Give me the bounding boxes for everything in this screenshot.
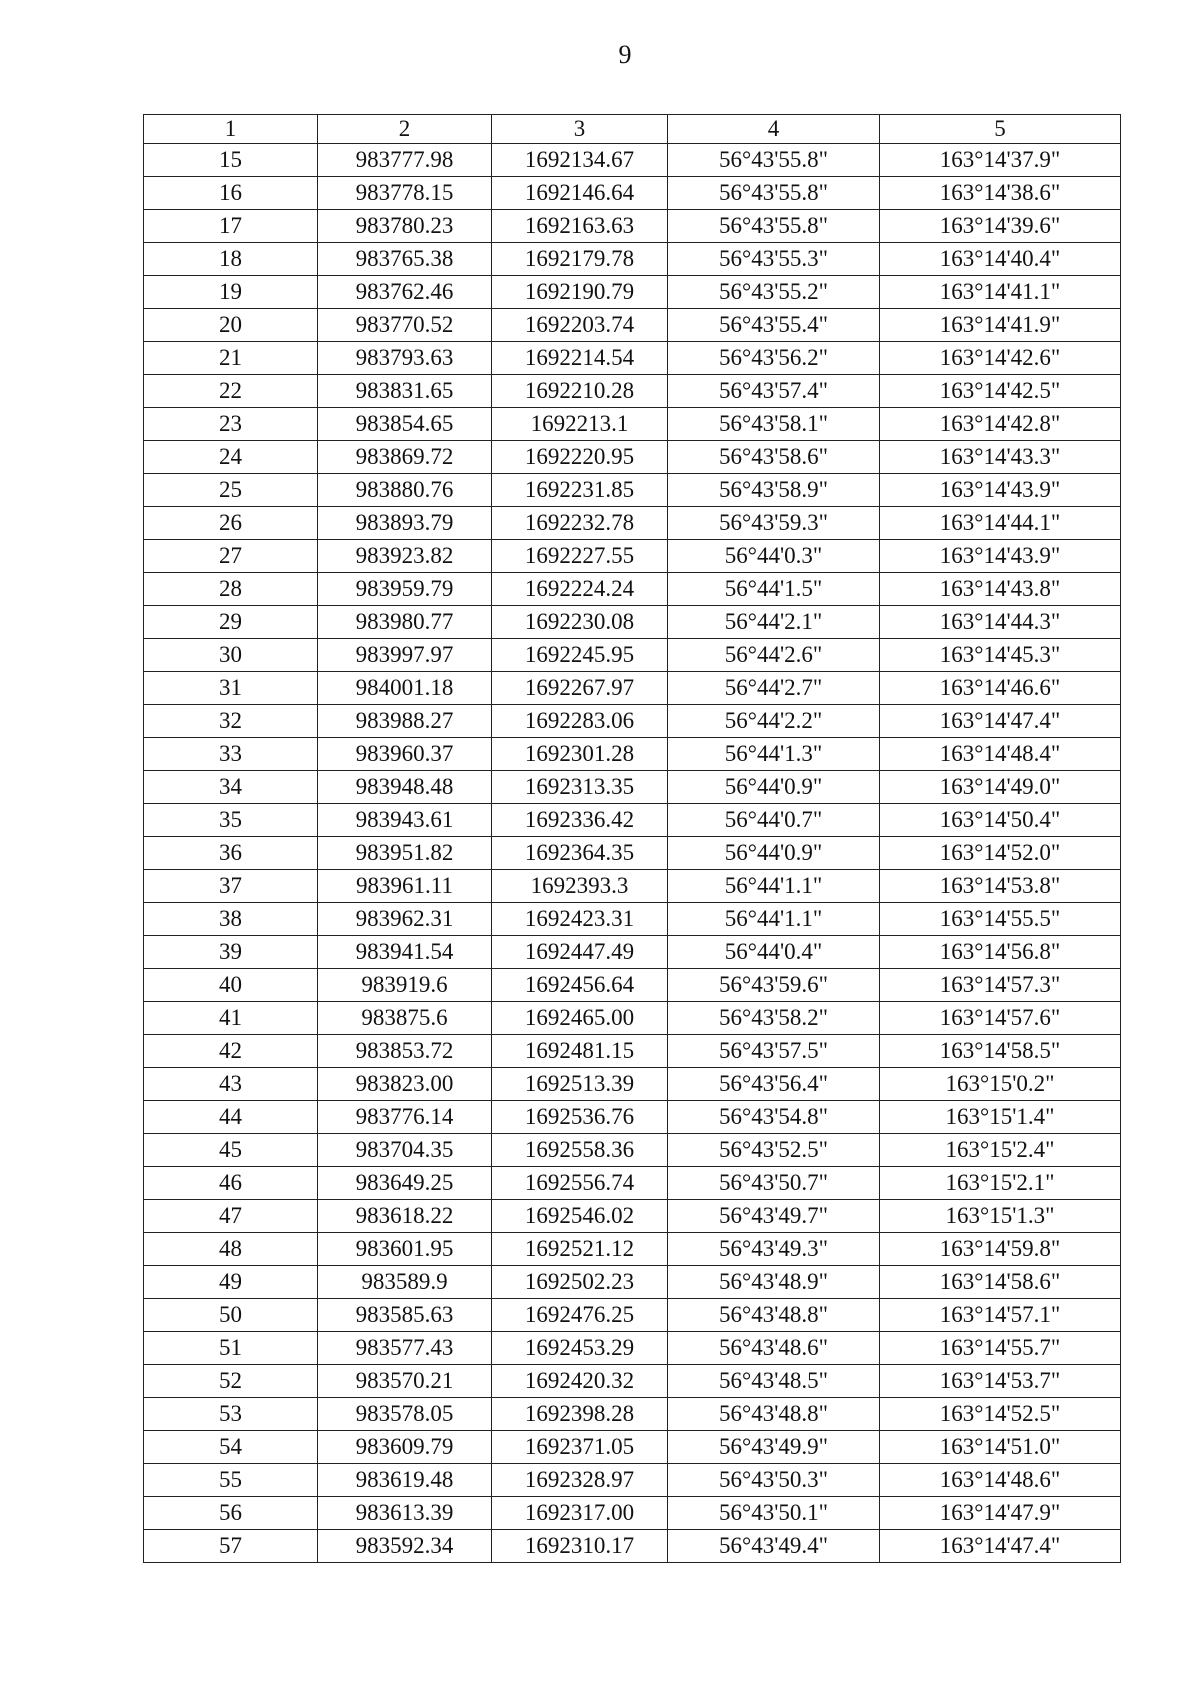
table-row bbox=[144, 309, 1121, 342]
latitude-cell: 56°43'48.5" bbox=[668, 1365, 880, 1398]
point-number-cell: 43 bbox=[144, 1068, 318, 1101]
table-row bbox=[144, 804, 1121, 837]
header-row bbox=[144, 115, 1121, 144]
latitude-cell: 56°44'2.1" bbox=[668, 606, 880, 639]
x-coordinate-cell: 983704.35 bbox=[318, 1134, 492, 1167]
point-number-cell: 44 bbox=[144, 1101, 318, 1134]
y-coordinate-cell: 1692179.78 bbox=[492, 243, 668, 276]
latitude-cell: 56°44'2.7" bbox=[668, 672, 880, 705]
point-number-cell: 16 bbox=[144, 177, 318, 210]
x-coordinate-cell: 983919.6 bbox=[318, 969, 492, 1002]
latitude-cell: 56°43'58.6" bbox=[668, 441, 880, 474]
longitude-cell: 163°14'58.6" bbox=[880, 1266, 1121, 1299]
point-number-cell: 25 bbox=[144, 474, 318, 507]
table-row bbox=[144, 705, 1121, 738]
table-row bbox=[144, 441, 1121, 474]
longitude-cell: 163°14'42.6" bbox=[880, 342, 1121, 375]
latitude-cell: 56°44'0.3" bbox=[668, 540, 880, 573]
table-row bbox=[144, 1134, 1121, 1167]
column-header-2: 2 bbox=[318, 115, 492, 144]
point-number-cell: 40 bbox=[144, 969, 318, 1002]
x-coordinate-cell: 983943.61 bbox=[318, 804, 492, 837]
table-row bbox=[144, 1530, 1121, 1563]
longitude-cell: 163°14'38.6" bbox=[880, 177, 1121, 210]
latitude-cell: 56°43'55.2" bbox=[668, 276, 880, 309]
latitude-cell: 56°43'55.3" bbox=[668, 243, 880, 276]
x-coordinate-cell: 984001.18 bbox=[318, 672, 492, 705]
latitude-cell: 56°43'49.7" bbox=[668, 1200, 880, 1233]
latitude-cell: 56°43'55.8" bbox=[668, 144, 880, 177]
x-coordinate-cell: 983592.34 bbox=[318, 1530, 492, 1563]
latitude-cell: 56°43'58.1" bbox=[668, 408, 880, 441]
x-coordinate-cell: 983948.48 bbox=[318, 771, 492, 804]
longitude-cell: 163°14'55.7" bbox=[880, 1332, 1121, 1365]
longitude-cell: 163°14'57.6" bbox=[880, 1002, 1121, 1035]
point-number-cell: 31 bbox=[144, 672, 318, 705]
table-row bbox=[144, 1101, 1121, 1134]
point-number-cell: 17 bbox=[144, 210, 318, 243]
x-coordinate-cell: 983959.79 bbox=[318, 573, 492, 606]
y-coordinate-cell: 1692521.12 bbox=[492, 1233, 668, 1266]
point-number-cell: 22 bbox=[144, 375, 318, 408]
x-coordinate-cell: 983578.05 bbox=[318, 1398, 492, 1431]
y-coordinate-cell: 1692398.28 bbox=[492, 1398, 668, 1431]
point-number-cell: 49 bbox=[144, 1266, 318, 1299]
longitude-cell: 163°15'1.4" bbox=[880, 1101, 1121, 1134]
x-coordinate-cell: 983585.63 bbox=[318, 1299, 492, 1332]
y-coordinate-cell: 1692190.79 bbox=[492, 276, 668, 309]
latitude-cell: 56°44'1.1" bbox=[668, 903, 880, 936]
table-row bbox=[144, 1233, 1121, 1266]
table-row bbox=[144, 276, 1121, 309]
point-number-cell: 29 bbox=[144, 606, 318, 639]
table-row bbox=[144, 1365, 1121, 1398]
latitude-cell: 56°43'59.3" bbox=[668, 507, 880, 540]
table-row bbox=[144, 639, 1121, 672]
longitude-cell: 163°14'56.8" bbox=[880, 936, 1121, 969]
point-number-cell: 37 bbox=[144, 870, 318, 903]
latitude-cell: 56°43'49.9" bbox=[668, 1431, 880, 1464]
x-coordinate-cell: 983988.27 bbox=[318, 705, 492, 738]
table-header bbox=[144, 115, 1121, 144]
longitude-cell: 163°14'48.6" bbox=[880, 1464, 1121, 1497]
point-number-cell: 46 bbox=[144, 1167, 318, 1200]
longitude-cell: 163°14'43.9" bbox=[880, 540, 1121, 573]
latitude-cell: 56°43'58.2" bbox=[668, 1002, 880, 1035]
latitude-cell: 56°44'2.2" bbox=[668, 705, 880, 738]
y-coordinate-cell: 1692513.39 bbox=[492, 1068, 668, 1101]
longitude-cell: 163°14'47.9" bbox=[880, 1497, 1121, 1530]
latitude-cell: 56°44'0.9" bbox=[668, 837, 880, 870]
y-coordinate-cell: 1692220.95 bbox=[492, 441, 668, 474]
table-row bbox=[144, 507, 1121, 540]
y-coordinate-cell: 1692203.74 bbox=[492, 309, 668, 342]
longitude-cell: 163°14'50.4" bbox=[880, 804, 1121, 837]
longitude-cell: 163°14'52.0" bbox=[880, 837, 1121, 870]
latitude-cell: 56°43'55.8" bbox=[668, 177, 880, 210]
x-coordinate-cell: 983980.77 bbox=[318, 606, 492, 639]
column-header-4: 4 bbox=[668, 115, 880, 144]
x-coordinate-cell: 983960.37 bbox=[318, 738, 492, 771]
table-row bbox=[144, 606, 1121, 639]
latitude-cell: 56°44'0.4" bbox=[668, 936, 880, 969]
column-header-1: 1 bbox=[144, 115, 318, 144]
y-coordinate-cell: 1692447.49 bbox=[492, 936, 668, 969]
longitude-cell: 163°14'46.6" bbox=[880, 672, 1121, 705]
y-coordinate-cell: 1692536.76 bbox=[492, 1101, 668, 1134]
column-header-5: 5 bbox=[880, 115, 1121, 144]
longitude-cell: 163°14'59.8" bbox=[880, 1233, 1121, 1266]
point-number-cell: 20 bbox=[144, 309, 318, 342]
y-coordinate-cell: 1692317.00 bbox=[492, 1497, 668, 1530]
latitude-cell: 56°44'2.6" bbox=[668, 639, 880, 672]
table-row bbox=[144, 672, 1121, 705]
latitude-cell: 56°43'49.3" bbox=[668, 1233, 880, 1266]
y-coordinate-cell: 1692214.54 bbox=[492, 342, 668, 375]
latitude-cell: 56°44'1.1" bbox=[668, 870, 880, 903]
point-number-cell: 24 bbox=[144, 441, 318, 474]
y-coordinate-cell: 1692556.74 bbox=[492, 1167, 668, 1200]
latitude-cell: 56°43'50.1" bbox=[668, 1497, 880, 1530]
point-number-cell: 55 bbox=[144, 1464, 318, 1497]
x-coordinate-cell: 983793.63 bbox=[318, 342, 492, 375]
table-row bbox=[144, 1497, 1121, 1530]
point-number-cell: 26 bbox=[144, 507, 318, 540]
longitude-cell: 163°15'2.1" bbox=[880, 1167, 1121, 1200]
point-number-cell: 15 bbox=[144, 144, 318, 177]
latitude-cell: 56°43'55.8" bbox=[668, 210, 880, 243]
y-coordinate-cell: 1692502.23 bbox=[492, 1266, 668, 1299]
latitude-cell: 56°43'57.5" bbox=[668, 1035, 880, 1068]
table-row bbox=[144, 1299, 1121, 1332]
x-coordinate-cell: 983875.6 bbox=[318, 1002, 492, 1035]
table-row bbox=[144, 969, 1121, 1002]
point-number-cell: 28 bbox=[144, 573, 318, 606]
point-number-cell: 35 bbox=[144, 804, 318, 837]
point-number-cell: 18 bbox=[144, 243, 318, 276]
longitude-cell: 163°14'42.5" bbox=[880, 375, 1121, 408]
point-number-cell: 47 bbox=[144, 1200, 318, 1233]
longitude-cell: 163°14'47.4" bbox=[880, 1530, 1121, 1563]
x-coordinate-cell: 983762.46 bbox=[318, 276, 492, 309]
table-row bbox=[144, 870, 1121, 903]
latitude-cell: 56°43'54.8" bbox=[668, 1101, 880, 1134]
x-coordinate-cell: 983997.97 bbox=[318, 639, 492, 672]
table-row bbox=[144, 1332, 1121, 1365]
longitude-cell: 163°14'43.9" bbox=[880, 474, 1121, 507]
x-coordinate-cell: 983893.79 bbox=[318, 507, 492, 540]
table-row bbox=[144, 144, 1121, 177]
longitude-cell: 163°15'0.2" bbox=[880, 1068, 1121, 1101]
longitude-cell: 163°14'57.3" bbox=[880, 969, 1121, 1002]
point-number-cell: 51 bbox=[144, 1332, 318, 1365]
point-number-cell: 52 bbox=[144, 1365, 318, 1398]
point-number-cell: 57 bbox=[144, 1530, 318, 1563]
y-coordinate-cell: 1692423.31 bbox=[492, 903, 668, 936]
y-coordinate-cell: 1692267.97 bbox=[492, 672, 668, 705]
longitude-cell: 163°14'48.4" bbox=[880, 738, 1121, 771]
latitude-cell: 56°43'55.4" bbox=[668, 309, 880, 342]
longitude-cell: 163°15'2.4" bbox=[880, 1134, 1121, 1167]
point-number-cell: 21 bbox=[144, 342, 318, 375]
longitude-cell: 163°14'37.9" bbox=[880, 144, 1121, 177]
latitude-cell: 56°43'50.3" bbox=[668, 1464, 880, 1497]
table-row bbox=[144, 210, 1121, 243]
table-row bbox=[144, 342, 1121, 375]
y-coordinate-cell: 1692213.1 bbox=[492, 408, 668, 441]
table-row bbox=[144, 177, 1121, 210]
table-row bbox=[144, 1035, 1121, 1068]
table-row bbox=[144, 408, 1121, 441]
longitude-cell: 163°14'47.4" bbox=[880, 705, 1121, 738]
x-coordinate-cell: 983853.72 bbox=[318, 1035, 492, 1068]
latitude-cell: 56°43'48.8" bbox=[668, 1398, 880, 1431]
latitude-cell: 56°43'49.4" bbox=[668, 1530, 880, 1563]
latitude-cell: 56°43'59.6" bbox=[668, 969, 880, 1002]
point-number-cell: 38 bbox=[144, 903, 318, 936]
point-number-cell: 56 bbox=[144, 1497, 318, 1530]
table-row bbox=[144, 771, 1121, 804]
latitude-cell: 56°43'57.4" bbox=[668, 375, 880, 408]
column-header-3: 3 bbox=[492, 115, 668, 144]
point-number-cell: 45 bbox=[144, 1134, 318, 1167]
y-coordinate-cell: 1692146.64 bbox=[492, 177, 668, 210]
y-coordinate-cell: 1692210.28 bbox=[492, 375, 668, 408]
y-coordinate-cell: 1692456.64 bbox=[492, 969, 668, 1002]
latitude-cell: 56°43'56.4" bbox=[668, 1068, 880, 1101]
y-coordinate-cell: 1692453.29 bbox=[492, 1332, 668, 1365]
y-coordinate-cell: 1692283.06 bbox=[492, 705, 668, 738]
table-row bbox=[144, 1464, 1121, 1497]
y-coordinate-cell: 1692163.63 bbox=[492, 210, 668, 243]
y-coordinate-cell: 1692393.3 bbox=[492, 870, 668, 903]
table-row bbox=[144, 1068, 1121, 1101]
table-row bbox=[144, 243, 1121, 276]
y-coordinate-cell: 1692245.95 bbox=[492, 639, 668, 672]
table-row bbox=[144, 837, 1121, 870]
y-coordinate-cell: 1692546.02 bbox=[492, 1200, 668, 1233]
point-number-cell: 41 bbox=[144, 1002, 318, 1035]
point-number-cell: 42 bbox=[144, 1035, 318, 1068]
table-row bbox=[144, 1266, 1121, 1299]
x-coordinate-cell: 983923.82 bbox=[318, 540, 492, 573]
x-coordinate-cell: 983570.21 bbox=[318, 1365, 492, 1398]
point-number-cell: 32 bbox=[144, 705, 318, 738]
latitude-cell: 56°43'48.8" bbox=[668, 1299, 880, 1332]
longitude-cell: 163°14'57.1" bbox=[880, 1299, 1121, 1332]
point-number-cell: 48 bbox=[144, 1233, 318, 1266]
x-coordinate-cell: 983609.79 bbox=[318, 1431, 492, 1464]
y-coordinate-cell: 1692313.35 bbox=[492, 771, 668, 804]
longitude-cell: 163°14'55.5" bbox=[880, 903, 1121, 936]
longitude-cell: 163°14'40.4" bbox=[880, 243, 1121, 276]
x-coordinate-cell: 983962.31 bbox=[318, 903, 492, 936]
latitude-cell: 56°44'1.5" bbox=[668, 573, 880, 606]
y-coordinate-cell: 1692420.32 bbox=[492, 1365, 668, 1398]
x-coordinate-cell: 983770.52 bbox=[318, 309, 492, 342]
latitude-cell: 56°44'0.9" bbox=[668, 771, 880, 804]
point-number-cell: 19 bbox=[144, 276, 318, 309]
longitude-cell: 163°14'45.3" bbox=[880, 639, 1121, 672]
y-coordinate-cell: 1692558.36 bbox=[492, 1134, 668, 1167]
y-coordinate-cell: 1692231.85 bbox=[492, 474, 668, 507]
longitude-cell: 163°14'58.5" bbox=[880, 1035, 1121, 1068]
longitude-cell: 163°14'51.0" bbox=[880, 1431, 1121, 1464]
x-coordinate-cell: 983869.72 bbox=[318, 441, 492, 474]
point-number-cell: 30 bbox=[144, 639, 318, 672]
x-coordinate-cell: 983618.22 bbox=[318, 1200, 492, 1233]
coordinates-table bbox=[143, 114, 1121, 1563]
table-row bbox=[144, 573, 1121, 606]
longitude-cell: 163°14'43.8" bbox=[880, 573, 1121, 606]
x-coordinate-cell: 983577.43 bbox=[318, 1332, 492, 1365]
point-number-cell: 27 bbox=[144, 540, 318, 573]
latitude-cell: 56°44'1.3" bbox=[668, 738, 880, 771]
longitude-cell: 163°14'42.8" bbox=[880, 408, 1121, 441]
point-number-cell: 39 bbox=[144, 936, 318, 969]
table-row bbox=[144, 903, 1121, 936]
x-coordinate-cell: 983589.9 bbox=[318, 1266, 492, 1299]
x-coordinate-cell: 983778.15 bbox=[318, 177, 492, 210]
longitude-cell: 163°14'41.9" bbox=[880, 309, 1121, 342]
x-coordinate-cell: 983823.00 bbox=[318, 1068, 492, 1101]
point-number-cell: 50 bbox=[144, 1299, 318, 1332]
table-row bbox=[144, 1167, 1121, 1200]
longitude-cell: 163°14'44.3" bbox=[880, 606, 1121, 639]
x-coordinate-cell: 983776.14 bbox=[318, 1101, 492, 1134]
table-row bbox=[144, 474, 1121, 507]
point-number-cell: 53 bbox=[144, 1398, 318, 1431]
x-coordinate-cell: 983601.95 bbox=[318, 1233, 492, 1266]
table-body bbox=[144, 144, 1121, 1563]
point-number-cell: 23 bbox=[144, 408, 318, 441]
longitude-cell: 163°15'1.3" bbox=[880, 1200, 1121, 1233]
longitude-cell: 163°14'39.6" bbox=[880, 210, 1121, 243]
y-coordinate-cell: 1692336.42 bbox=[492, 804, 668, 837]
y-coordinate-cell: 1692232.78 bbox=[492, 507, 668, 540]
longitude-cell: 163°14'53.8" bbox=[880, 870, 1121, 903]
longitude-cell: 163°14'52.5" bbox=[880, 1398, 1121, 1431]
y-coordinate-cell: 1692301.28 bbox=[492, 738, 668, 771]
x-coordinate-cell: 983961.11 bbox=[318, 870, 492, 903]
table-row bbox=[144, 936, 1121, 969]
x-coordinate-cell: 983649.25 bbox=[318, 1167, 492, 1200]
point-number-cell: 54 bbox=[144, 1431, 318, 1464]
y-coordinate-cell: 1692481.15 bbox=[492, 1035, 668, 1068]
x-coordinate-cell: 983765.38 bbox=[318, 243, 492, 276]
table-row bbox=[144, 1002, 1121, 1035]
y-coordinate-cell: 1692364.35 bbox=[492, 837, 668, 870]
y-coordinate-cell: 1692230.08 bbox=[492, 606, 668, 639]
x-coordinate-cell: 983619.48 bbox=[318, 1464, 492, 1497]
y-coordinate-cell: 1692310.17 bbox=[492, 1530, 668, 1563]
y-coordinate-cell: 1692328.97 bbox=[492, 1464, 668, 1497]
table-row bbox=[144, 540, 1121, 573]
latitude-cell: 56°43'48.6" bbox=[668, 1332, 880, 1365]
longitude-cell: 163°14'41.1" bbox=[880, 276, 1121, 309]
y-coordinate-cell: 1692476.25 bbox=[492, 1299, 668, 1332]
longitude-cell: 163°14'53.7" bbox=[880, 1365, 1121, 1398]
page-number: 9 bbox=[618, 40, 632, 69]
x-coordinate-cell: 983777.98 bbox=[318, 144, 492, 177]
table-row bbox=[144, 1398, 1121, 1431]
x-coordinate-cell: 983613.39 bbox=[318, 1497, 492, 1530]
latitude-cell: 56°43'52.5" bbox=[668, 1134, 880, 1167]
longitude-cell: 163°14'43.3" bbox=[880, 441, 1121, 474]
x-coordinate-cell: 983780.23 bbox=[318, 210, 492, 243]
point-number-cell: 33 bbox=[144, 738, 318, 771]
longitude-cell: 163°14'49.0" bbox=[880, 771, 1121, 804]
latitude-cell: 56°43'48.9" bbox=[668, 1266, 880, 1299]
y-coordinate-cell: 1692224.24 bbox=[492, 573, 668, 606]
latitude-cell: 56°44'0.7" bbox=[668, 804, 880, 837]
longitude-cell: 163°14'44.1" bbox=[880, 507, 1121, 540]
y-coordinate-cell: 1692134.67 bbox=[492, 144, 668, 177]
x-coordinate-cell: 983854.65 bbox=[318, 408, 492, 441]
table-row bbox=[144, 1431, 1121, 1464]
latitude-cell: 56°43'50.7" bbox=[668, 1167, 880, 1200]
point-number-cell: 36 bbox=[144, 837, 318, 870]
y-coordinate-cell: 1692465.00 bbox=[492, 1002, 668, 1035]
x-coordinate-cell: 983951.82 bbox=[318, 837, 492, 870]
x-coordinate-cell: 983831.65 bbox=[318, 375, 492, 408]
y-coordinate-cell: 1692227.55 bbox=[492, 540, 668, 573]
latitude-cell: 56°43'56.2" bbox=[668, 342, 880, 375]
point-number-cell: 34 bbox=[144, 771, 318, 804]
x-coordinate-cell: 983941.54 bbox=[318, 936, 492, 969]
y-coordinate-cell: 1692371.05 bbox=[492, 1431, 668, 1464]
table-row bbox=[144, 738, 1121, 771]
table-row bbox=[144, 1200, 1121, 1233]
table-row bbox=[144, 375, 1121, 408]
latitude-cell: 56°43'58.9" bbox=[668, 474, 880, 507]
x-coordinate-cell: 983880.76 bbox=[318, 474, 492, 507]
